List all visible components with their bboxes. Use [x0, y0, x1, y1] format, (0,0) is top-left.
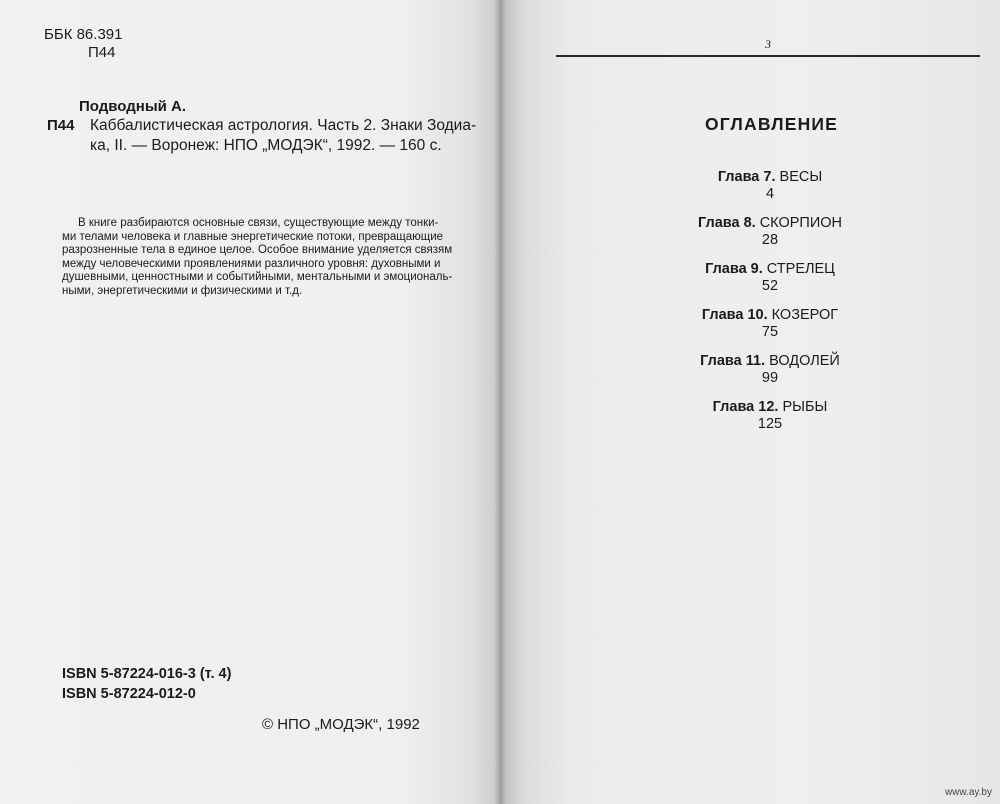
toc-chapter-title: РЫБЫ — [782, 399, 828, 415]
toc-chapter-title: ВЕСЫ — [779, 169, 823, 185]
toc-chapter-title: КОЗЕРОГ — [771, 307, 839, 323]
toc-chapter: Глава 10. — [701, 307, 768, 323]
annotation-line: между человеческими проявлениями различного уровня: духовными и — [62, 257, 441, 270]
toc-entry — [620, 168, 920, 202]
book-spine-shadow — [494, 0, 506, 804]
toc-entry — [620, 306, 920, 340]
isbn-line: ISBN 5-87224-012-0 — [62, 686, 196, 702]
annotation-line: В книге разбираются основные связи, существующие между тонки- — [78, 217, 439, 229]
annotation-line: ными, энергетическими и физическими и т.д. — [62, 284, 303, 297]
annotation-line: душевными, ценностными и событийными, ментальными и эмоциональ- — [62, 271, 453, 284]
toc-chapter: Глава 12. — [712, 399, 779, 415]
catalog-code: П44 — [47, 117, 75, 134]
isbn-line: ISBN 5-87224-016-3 (т. 4) — [62, 666, 232, 682]
toc-chapter: Глава 8. — [697, 215, 756, 231]
bbk-index — [44, 26, 122, 62]
toc-chapter: Глава 9. — [705, 261, 763, 277]
toc-chapter-title: СКОРПИОН — [759, 215, 843, 231]
toc-page-number: 52 — [761, 278, 779, 294]
toc-entry — [620, 260, 920, 294]
toc-page-number: 4 — [765, 186, 775, 202]
copyright-line: © НПО „МОДЭК“, 1992 — [262, 716, 420, 733]
author-name: Подводный А. — [79, 98, 187, 115]
toc-entry — [620, 214, 920, 248]
toc-page-number: 28 — [761, 232, 779, 248]
annotation-line: разрозненные тела в единое целое. Особое внимание уделяется связям — [62, 244, 453, 257]
biblio-line: ка, II. — Воронеж: НПО „МОДЭК“, 1992. — 160 с. — [90, 137, 442, 154]
toc-chapter: Глава 11. — [700, 353, 766, 369]
toc-chapter: Глава 7. — [717, 169, 776, 185]
annotation — [62, 217, 474, 299]
toc-entry — [620, 398, 920, 432]
toc-page-number: 75 — [761, 324, 779, 340]
bbk-label: ББК 86.391 — [44, 26, 123, 43]
toc-chapter-title: СТРЕЛЕЦ — [766, 261, 835, 277]
isbn-block — [62, 664, 231, 704]
annotation-line: ми телами человека и главные энергетические потоки, превращающие — [62, 230, 444, 243]
biblio-line: Каббалистическая астрология. Часть 2. Знаки Зодиа- — [90, 117, 477, 134]
bibliographic-description — [90, 116, 476, 156]
toc-page-number: 99 — [761, 370, 779, 386]
watermark: www.ay.by — [944, 787, 992, 798]
toc-entry — [620, 352, 920, 386]
toc-chapter-title: ВОДОЛЕЙ — [769, 353, 840, 369]
bbk-code: П44 — [88, 44, 116, 61]
toc-page-number: 125 — [757, 416, 783, 432]
header-rule — [556, 55, 980, 57]
page-number: 3 — [765, 37, 771, 51]
toc-title: ОГЛАВЛЕНИЕ — [705, 114, 839, 134]
